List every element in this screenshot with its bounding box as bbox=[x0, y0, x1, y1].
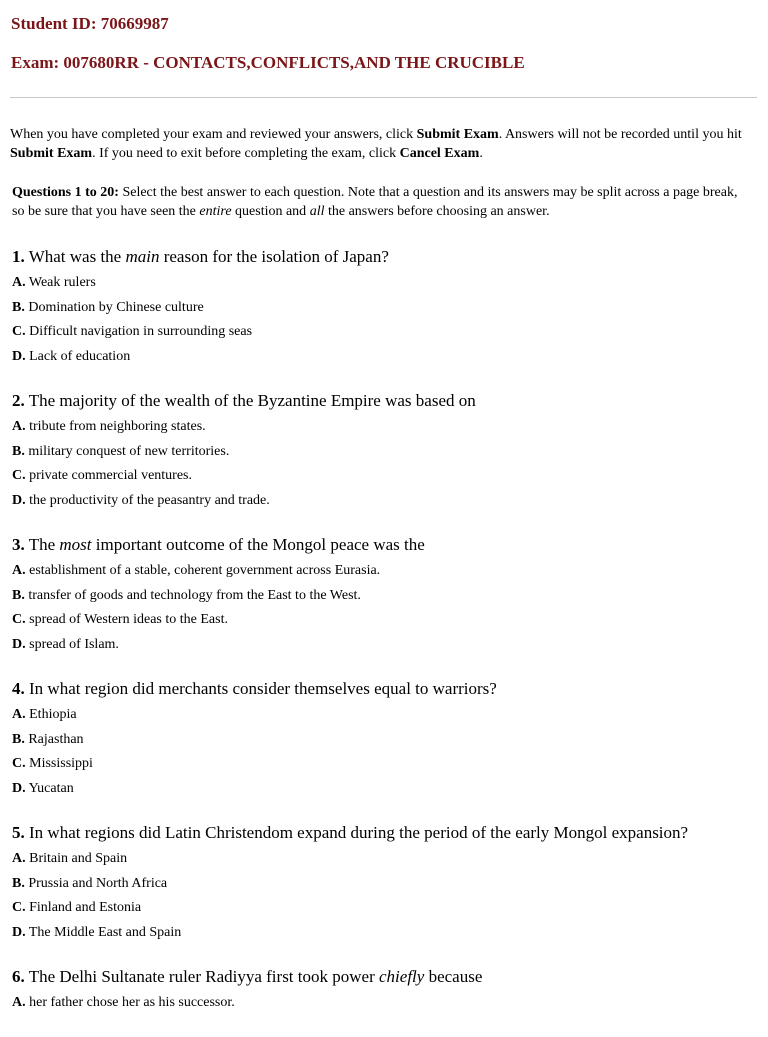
question-number: 2. bbox=[12, 391, 25, 410]
question-text-post: because bbox=[424, 967, 483, 986]
answer-letter: C. bbox=[12, 900, 26, 915]
answer-text: spread of Islam. bbox=[25, 636, 119, 652]
question-number: 5. bbox=[12, 823, 25, 842]
answer-letter: D. bbox=[12, 924, 26, 940]
answer-text: Finland and Estonia bbox=[25, 900, 142, 915]
answer-option-b[interactable] bbox=[12, 728, 757, 753]
question-text-pre: What was the bbox=[24, 247, 126, 266]
question-text-pre: In what regions did Latin Christendom expand during the period of the early Mongol expansion? bbox=[24, 823, 689, 842]
question-text-emphasis: most bbox=[59, 535, 92, 554]
question-text-pre: The bbox=[24, 535, 60, 554]
instructions-text-1: Select the best answer to each question. Note that a question and its answers may be split across a page break, so be sure that you have seen the bbox=[12, 185, 738, 219]
answer-text: tribute from neighboring states. bbox=[25, 419, 206, 434]
intro-text-3: . If you need to exit before completing the exam, click bbox=[92, 146, 400, 161]
answer-option-c[interactable] bbox=[12, 320, 757, 345]
answer-option-d[interactable] bbox=[12, 777, 757, 802]
student-id: Student ID: 70669987 bbox=[11, 14, 169, 33]
answer-option-c[interactable] bbox=[12, 608, 757, 633]
intro-text-2: . Answers will not be recorded until you hit bbox=[498, 127, 742, 142]
answer-text: establishment of a stable, coherent government across Eurasia. bbox=[25, 563, 381, 578]
answer-option-a[interactable] bbox=[12, 991, 757, 1016]
answer-letter: A. bbox=[12, 851, 26, 866]
question-number: 3. bbox=[12, 535, 25, 554]
question-text-post: important outcome of the Mongol peace was the bbox=[91, 535, 425, 554]
answer-letter: B. bbox=[12, 587, 25, 603]
answer-letter: B. bbox=[12, 299, 25, 315]
answer-letter: A. bbox=[12, 275, 26, 290]
answer-option-c[interactable] bbox=[12, 464, 757, 489]
instructions-text-2: question and bbox=[231, 204, 310, 219]
answer-letter: C. bbox=[12, 324, 26, 339]
answer-option-b[interactable] bbox=[12, 872, 757, 897]
instructions-emphasis-2: all bbox=[309, 204, 325, 219]
answer-letter: D. bbox=[12, 636, 26, 652]
answer-option-b[interactable] bbox=[12, 440, 757, 465]
question-text-emphasis: chiefly bbox=[379, 967, 425, 986]
question-text-pre: The Delhi Sultanate ruler Radiyya first took power bbox=[24, 967, 379, 986]
answer-option-a[interactable] bbox=[12, 415, 757, 440]
answer-letter: A. bbox=[12, 707, 26, 722]
exam-title: Exam: 007680RR - CONTACTS,CONFLICTS,AND THE CRUCIBLE bbox=[11, 53, 525, 72]
answer-text: Britain and Spain bbox=[25, 851, 128, 866]
question-1 bbox=[12, 246, 757, 369]
answer-letter: C. bbox=[12, 612, 26, 627]
answer-text: Domination by Chinese culture bbox=[24, 299, 204, 315]
answer-option-a[interactable] bbox=[12, 559, 757, 584]
question-text bbox=[12, 966, 757, 988]
question-number: 4. bbox=[12, 679, 25, 698]
answer-option-b[interactable] bbox=[12, 296, 757, 321]
answer-option-d[interactable] bbox=[12, 489, 757, 514]
intro-text bbox=[10, 125, 755, 163]
answer-text: the productivity of the peasantry and trade. bbox=[25, 492, 270, 508]
instructions bbox=[12, 183, 752, 221]
answer-option-c[interactable] bbox=[12, 896, 757, 921]
answer-option-d[interactable] bbox=[12, 345, 757, 370]
answer-option-d[interactable] bbox=[12, 921, 757, 946]
answer-option-c[interactable] bbox=[12, 752, 757, 777]
question-text-emphasis: main bbox=[125, 247, 160, 266]
intro-text-1: When you have completed your exam and reviewed your answers, click bbox=[10, 127, 417, 142]
answer-text: The Middle East and Spain bbox=[25, 924, 182, 940]
answer-text: Ethiopia bbox=[25, 707, 77, 722]
question-5 bbox=[12, 822, 757, 945]
question-text-pre: In what region did merchants consider themselves equal to warriors? bbox=[24, 679, 497, 698]
answer-text: Lack of education bbox=[25, 348, 131, 364]
answer-letter: B. bbox=[12, 875, 25, 891]
answer-option-a[interactable] bbox=[12, 847, 757, 872]
answer-text: private commercial ventures. bbox=[25, 468, 192, 483]
answer-option-d[interactable] bbox=[12, 633, 757, 658]
answer-letter: A. bbox=[12, 563, 26, 578]
question-text bbox=[12, 246, 757, 268]
answer-letter: A. bbox=[12, 995, 26, 1010]
question-text bbox=[12, 822, 757, 844]
intro-cancel-label: Cancel Exam bbox=[399, 146, 480, 161]
answer-letter: B. bbox=[12, 731, 25, 747]
question-text bbox=[12, 678, 757, 700]
answer-letter: D. bbox=[12, 492, 26, 508]
answer-text: Prussia and North Africa bbox=[24, 875, 168, 891]
question-6 bbox=[12, 966, 757, 1016]
question-number: 6. bbox=[12, 967, 25, 986]
question-3 bbox=[12, 534, 757, 657]
question-text-pre: The majority of the wealth of the Byzantine Empire was based on bbox=[24, 391, 476, 410]
question-text bbox=[12, 534, 757, 556]
question-number: 1. bbox=[12, 247, 25, 266]
answer-text: transfer of goods and technology from the East to the West. bbox=[24, 587, 361, 603]
intro-text-4: . bbox=[479, 146, 483, 161]
instructions-text-3: the answers before choosing an answer. bbox=[324, 204, 550, 219]
header-divider bbox=[10, 97, 757, 98]
answer-text: Rajasthan bbox=[24, 731, 84, 747]
answer-letter: B. bbox=[12, 443, 25, 459]
answer-text: military conquest of new territories. bbox=[24, 443, 230, 459]
question-2 bbox=[12, 390, 757, 513]
answer-letter: C. bbox=[12, 468, 26, 483]
answer-text: spread of Western ideas to the East. bbox=[25, 612, 228, 627]
instructions-emphasis-1: entire bbox=[199, 204, 232, 219]
intro-submit-label-1: Submit Exam bbox=[416, 127, 499, 142]
answer-letter: A. bbox=[12, 419, 26, 434]
question-text bbox=[12, 390, 757, 412]
answer-text: Weak rulers bbox=[25, 275, 96, 290]
question-text-post: reason for the isolation of Japan? bbox=[159, 247, 389, 266]
answer-option-a[interactable] bbox=[12, 271, 757, 296]
answer-text: her father chose her as his successor. bbox=[25, 995, 235, 1010]
answer-text: Mississippi bbox=[25, 756, 93, 771]
answer-option-b[interactable] bbox=[12, 584, 757, 609]
question-list bbox=[12, 246, 757, 1037]
answer-text: Yucatan bbox=[25, 780, 74, 796]
answer-text: Difficult navigation in surrounding seas bbox=[25, 324, 253, 339]
question-4 bbox=[12, 678, 757, 801]
answer-letter: D. bbox=[12, 780, 26, 796]
instructions-label: Questions 1 to 20: bbox=[12, 185, 119, 200]
intro-submit-label-2: Submit Exam bbox=[10, 146, 93, 161]
answer-option-a[interactable] bbox=[12, 703, 757, 728]
answer-letter: C. bbox=[12, 756, 26, 771]
answer-letter: D. bbox=[12, 348, 26, 364]
